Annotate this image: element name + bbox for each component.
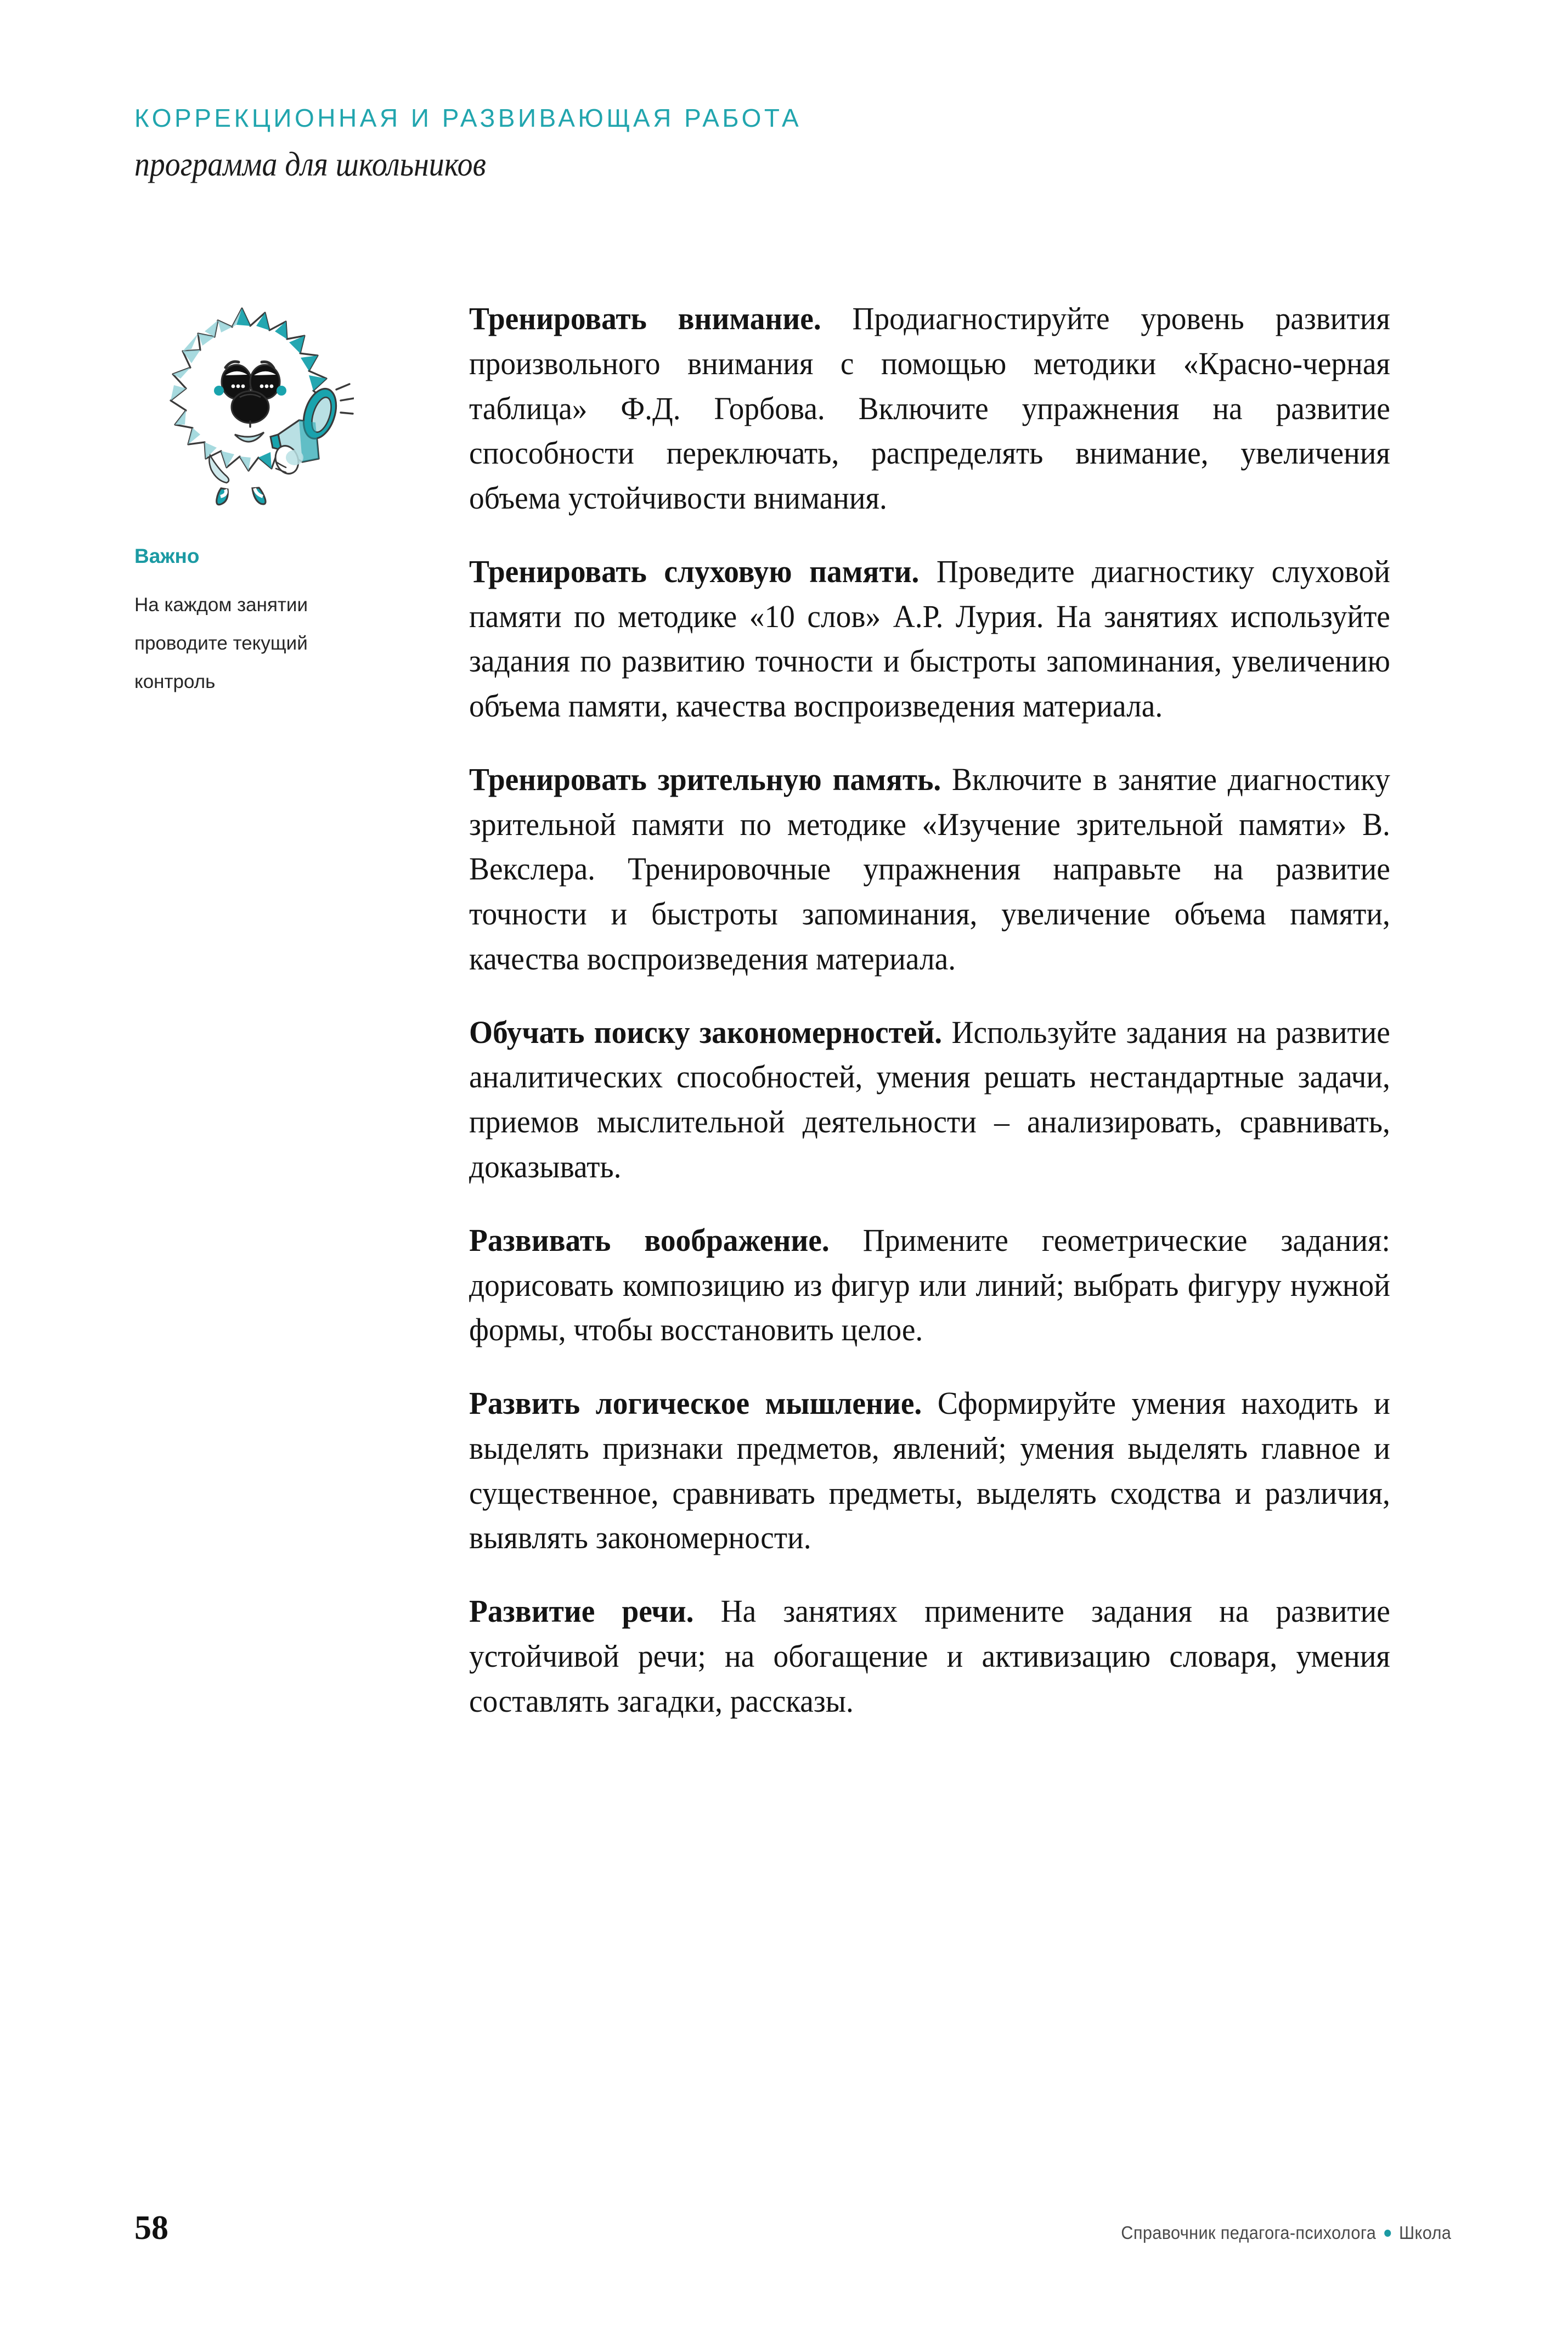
paragraph [469, 1218, 1390, 1352]
hedgehog-with-megaphone-icon [134, 285, 354, 516]
sidebar-note-text: На каждом занятии проводите текущий контроль [134, 594, 308, 693]
footer-publication-name: Справочник педагога-психолога [1121, 2222, 1377, 2243]
paragraph-lead: Тренировать слуховую памяти. [469, 553, 920, 589]
page-number: 58 [134, 2209, 168, 2247]
paragraph-body: Сформируйте умения находить и выделять признаки предметов, явлений; умения выделять главное и существенное, сравнивать предметы, выделять сходства и различия, выявлять закономерности. [469, 1385, 1390, 1556]
paragraph [469, 1589, 1390, 1723]
paragraph-body: Используйте задания на развитие аналитических способностей, умения решать нестандартные задачи, приемов мыслительной деятельности – анализировать, сравнивать, доказывать. [469, 1014, 1390, 1185]
paragraph [469, 549, 1390, 729]
paragraph-body: На занятиях примените задания на развитие устойчивой речи; на обогащение и активизацию словаря, умения составлять загадки, рассказы. [469, 1593, 1390, 1719]
paragraph-lead: Тренировать зрительную память. [469, 761, 941, 797]
sidebar-important-label: Важно [134, 545, 200, 567]
paragraph [469, 757, 1390, 981]
footer-section-name: Школа [1398, 2222, 1451, 2243]
paragraph-body: Проведите диагностику слуховой памяти по методике «10 слов» А.Р. Лурия. На занятиях используйте задания по развитию точности и быстроты запоминания, увеличению объема памяти, качества воспроизведения материала. [469, 553, 1390, 724]
paragraph [469, 296, 1390, 521]
paragraph [469, 1381, 1390, 1560]
sidebar-callout [134, 285, 420, 701]
paragraph-lead: Развитие речи. [469, 1593, 694, 1629]
page-title: программа для школьников [134, 145, 486, 183]
paragraph-lead: Обучать поиску закономерностей. [469, 1014, 943, 1050]
paragraph-lead: Развить логическое мышление. [469, 1385, 922, 1421]
page-footer [134, 2211, 1451, 2245]
paragraph-body: Примените геометрические задания: дорисовать композицию из фигур или линий; выбрать фигуру нужной формы, чтобы восстановить целое. [469, 1222, 1390, 1348]
paragraph-body: Продиагностируйте уровень развития произвольного внимания с помощью методики «Красно-черная таблица» Ф.Д. Горбова. Включите упражнения на развитие способности переключать, распределять внимание, увеличения объема устойчивости внимания. [469, 301, 1390, 516]
paragraph [469, 1010, 1390, 1189]
bullet-separator-icon [1384, 2230, 1391, 2237]
footer-source [1121, 2222, 1451, 2243]
main-content [469, 296, 1434, 1723]
section-kicker: КОРРЕКЦИОННАЯ И РАЗВИВАЮЩАЯ РАБОТА [134, 104, 802, 132]
paragraph-body: Включите в занятие диагностику зрительной памяти по методике «Изучение зрительной памяти» В. Векслера. Тренировочные упражнения направьте на развитие точности и быстроты запоминания, увеличение объема памяти, качества воспроизведения материала. [469, 761, 1390, 977]
paragraph-lead: Развивать воображение. [469, 1222, 830, 1258]
paragraph-lead: Тренировать внимание. [469, 301, 821, 336]
page-header [134, 104, 1451, 184]
